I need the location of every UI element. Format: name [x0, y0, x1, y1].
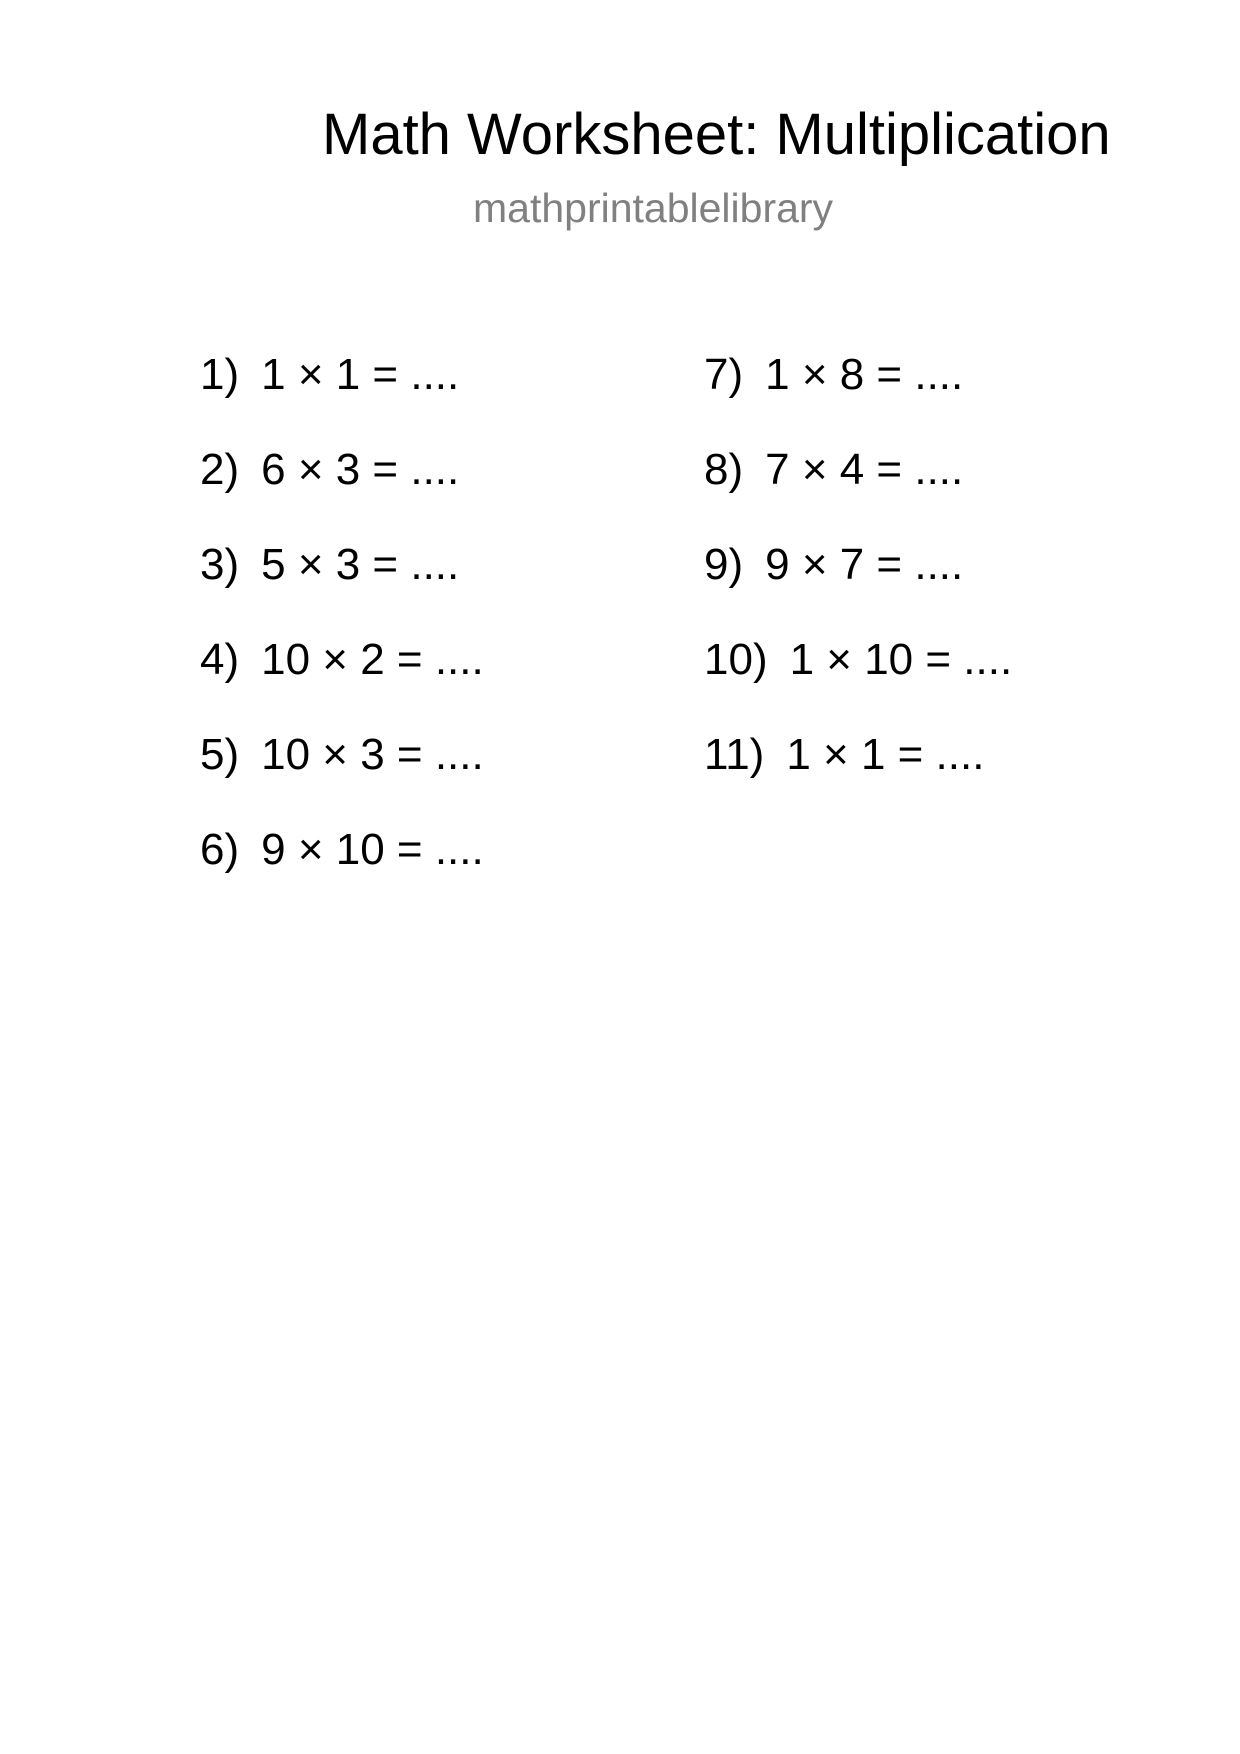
problem-number: 6) — [200, 825, 240, 874]
problem-item — [704, 728, 1012, 823]
problem-expression: 1 × 10 = .... — [789, 635, 1013, 684]
problem-item — [704, 538, 1012, 633]
problem-item — [200, 728, 484, 823]
problem-number: 11) — [704, 730, 765, 779]
problem-expression: 9 × 10 = .... — [261, 825, 484, 874]
problem-expression: 10 × 2 = .... — [261, 635, 484, 684]
problem-number: 1) — [200, 350, 240, 399]
problem-number: 8) — [704, 445, 744, 494]
problem-number: 7) — [704, 350, 744, 399]
problem-item — [704, 348, 1012, 443]
problem-item — [704, 443, 1012, 538]
problem-expression: 7 × 4 = .... — [765, 445, 964, 494]
problem-expression: 1 × 1 = .... — [786, 730, 985, 779]
problem-expression: 1 × 1 = .... — [261, 350, 460, 399]
problem-number: 3) — [200, 540, 240, 589]
problem-item — [200, 633, 484, 728]
problem-number: 5) — [200, 730, 240, 779]
page-subtitle: mathprintablelibrary — [473, 185, 834, 231]
problem-expression: 9 × 7 = .... — [765, 540, 964, 589]
problem-item — [200, 823, 484, 918]
problem-expression: 1 × 8 = .... — [765, 350, 964, 399]
problem-item — [200, 348, 484, 443]
problem-column-right — [704, 348, 1012, 823]
problem-number: 2) — [200, 445, 240, 494]
problem-expression: 6 × 3 = .... — [261, 445, 460, 494]
problem-item — [704, 633, 1012, 728]
problem-number: 10) — [704, 635, 768, 684]
problem-expression: 5 × 3 = .... — [261, 540, 460, 589]
problem-column-left — [200, 348, 484, 918]
problem-number: 4) — [200, 635, 240, 684]
problem-item — [200, 443, 484, 538]
problem-expression: 10 × 3 = .... — [261, 730, 484, 779]
problem-item — [200, 538, 484, 633]
page-title: Math Worksheet: Multiplication — [322, 102, 1111, 167]
problem-number: 9) — [704, 540, 744, 589]
